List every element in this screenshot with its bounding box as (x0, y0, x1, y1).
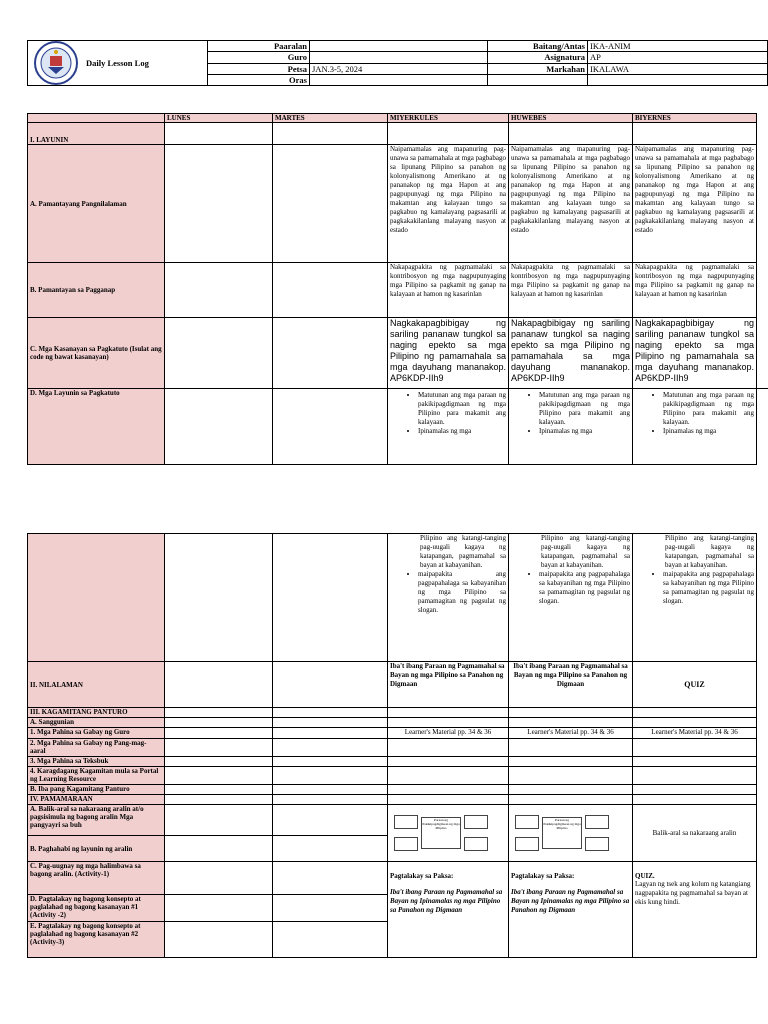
talakay-title: Pagtalakay sa Paksa: (390, 872, 454, 880)
day-lunes: LUNES (165, 114, 273, 123)
talakay-topic: Iba't ibang Paraan ng Pagmamahal sa Bayan ng Ipinamalas ng mga Pilipino sa Panahon ng Digmaan (390, 888, 503, 914)
objective-item: • Ipinamalas ng mga (539, 427, 630, 436)
field-value-markahan: IKALAWA (588, 63, 768, 74)
day-martes: MARTES (273, 114, 388, 123)
field-label-paaralan: Paaralan (208, 41, 310, 52)
objective-item-continued: Pilipino ang katangi-tanging pag-uugali kagaya ng katapangan, pagmamahal sa bayan at kabayanihan. (420, 534, 506, 569)
quiz-instructions: Lagyan ng tsek ang kolum ng katangiang nagpapakita ng pagmamahal sa bayan at ekis kung hindi. (635, 880, 751, 906)
objective-item: • maipapakita ang pagpapahalaga sa kabayanihan ng mga Pilipino sa pamamagitan ng pagsulat ng slogan. (663, 570, 754, 606)
layunin-cont-wed (388, 534, 509, 662)
layunin-cont-thu (509, 534, 633, 662)
row-label-gabay-mag-aaral: 2. Mga Pahina sa Gabay ng Pang-mag-aaral (28, 739, 165, 757)
kasanayan-thu: Nakapagbibigay ng sariling pananaw tungkol sa naging epekto sa mga Pilipino ng pamamahala sa mga dayuhang mananakop. AP6KDP-IIh9 (509, 318, 633, 389)
material-thu: Learner's Material pp. 34 & 36 (509, 728, 633, 739)
row-label-pamantayan-pagganap: B. Pamantayan sa Pagganap (28, 263, 165, 318)
section-kagamitan: III. KAGAMITANG PANTURO (28, 708, 165, 718)
objective-item: • Ipinamalas ng mga (663, 427, 754, 436)
row-label-pamantayang-pangnilalaman: A. Pamantayang Pangnilalaman (28, 145, 165, 263)
layunin-continued-label (28, 534, 165, 662)
field-value-oras (310, 74, 488, 85)
layunin-list-fri (633, 389, 757, 465)
row-label-pagtalakay-2: E. Pagtalakay ng bagong konsepto at paglalahad ng bagong kasanayan #2 (Activity-3) (28, 922, 165, 958)
pangnilalaman-fri: Naipamamalas ang mapanuring pag-unawa sa pamamahala at mga pagbabago sa lipunang Pilipino sa panahon ng kolonyalismong Amerikano at ng pananakop ng mga Hapon at ang pagpupunyagi ng mga Pilipino na makamtan ang kalayaan tungo sa pagkabuo ng kamalayang pagsasarili at pagkakakilanlang malayang nasyon at estado (633, 145, 757, 263)
field-value-paaralan (310, 41, 488, 52)
field-label-asignatura: Asignatura (488, 52, 588, 63)
row-label-paghahabi: B. Paghahabi ng layunin ng aralin (28, 836, 165, 862)
kasanayan-wed: Nagkakapagbibigay ng sariling pananaw tungkol sa naging epekto sa mga Pilipino ng pamamahala sa mga dayuhang mananakop. AP6KDP-IIh9 (388, 318, 509, 389)
talakay-topic: Iba't ibang Paraan ng Pagmamahal sa Bayan ng Ipinamalas ng mga Pilipino sa Panahon ng Digmaan (511, 888, 630, 914)
field-value-petsa: JAN.3-5, 2024 (310, 63, 488, 74)
row-label-balik-aral: A. Balik-aral sa nakaraang aralin at/o pagsisimula ng bagong aralin Mga pangyayri sa buh (28, 805, 165, 836)
field-value-guro (310, 52, 488, 63)
objective-item: • Matutunan ang mga paraan ng pakikipagdigmaan ng mga Pilipino para makamit ang kalayaan. (539, 391, 630, 427)
layunin-cont-fri (633, 534, 757, 662)
row-label-teksbuk: 3. Mga Pahina sa Teksbuk (28, 757, 165, 767)
objective-item-continued: Pilipino ang katangi-tanging pag-uugali kagaya ng katapangan, pagmamahal sa bayan at kabayanihan. (665, 534, 754, 569)
objective-item: • maipapakita ang pagpapahalaga sa kabayanihan ng mga Pilipino sa pamamagitan ng pagsulat ng slogan. (539, 570, 630, 606)
lesson-table-page-2 (27, 533, 768, 958)
field-label-guro: Guro (208, 52, 310, 63)
field-label-markahan: Markahan (488, 63, 588, 74)
objective-item: • maipapakita ang pagpapahalaga sa kabayanihan ng mga Pilipino sa pamamagitan ng pagsulat ng slogan. (418, 570, 506, 615)
field-label-baitang: Baitang/Antas (488, 41, 588, 52)
field-label-oras: Oras (208, 74, 310, 85)
layunin-list-wed (388, 389, 509, 465)
section-pamamaraan: IV. PAMAMARAAN (28, 795, 165, 805)
nilalaman-fri: QUIZ (633, 662, 757, 708)
flowchart-center-box: Paraan ng Pakikipagdigmaan ng mga Pilipino (542, 817, 582, 849)
pagganap-fri: Nakapagpakita ng pagmamalaki sa kontribosyon ng mga nagpupunyaging mga Pilipino sa pagkamit ng ganap na kalayaan at hamon ng kasarinlan (633, 263, 757, 318)
kasanayan-fri: Nagkakapagbibigay ng sariling pananaw tungkol sa naging epekto sa mga Pilipino ng pamamahala sa mga dayuhang mananakop. AP6KDP-IIh9 (633, 318, 757, 389)
field-value-baitang: IKA-ANIM (588, 41, 768, 52)
quiz-title: QUIZ. (635, 872, 655, 880)
deped-seal-icon (34, 41, 78, 85)
flowchart-wed (388, 805, 509, 862)
corner-cell (28, 114, 165, 123)
row-label-pagtalakay-1: D. Pagtalakay ng bagong konsepto at paglalahad ng bagong kasanayan #1 (Activity -2) (28, 895, 165, 922)
day-biyernes: BIYERNES (633, 114, 757, 123)
pagganap-thu: Nakapagpakita ng pagmamalaki sa kontribosyon ng mga nagpupunyaging mga Pilipino sa pagkamit ng ganap na kalayaan at hamon ng kasarinlan (509, 263, 633, 318)
row-label-layunin-pagkatuto: D. Mga Layunin sa Pagkatuto (28, 389, 165, 465)
objective-item: • Matutunan ang mga paraan ng pakikipagdigmaan ng mga Pilipino para makamit ang kalayaan. (663, 391, 754, 427)
objective-item: • Ipinamalas ng mga (418, 427, 506, 436)
layunin-list-thu (509, 389, 633, 465)
header-table (27, 40, 768, 86)
row-label-karagdagang-kagamitan: 4. Karagdagang Kagamitan mula sa Portal ng Learning Resource (28, 767, 165, 785)
talakay-thu (509, 862, 633, 958)
row-label-iba-pang-kagamitan: B. Iba pang Kagamitang Panturo (28, 785, 165, 795)
quiz-fri (633, 862, 757, 958)
row-label-pag-uugnay: C. Pag-uugnay ng mga halimbawa sa bagong aralin. (Activity-1) (28, 862, 165, 895)
empty-cell (488, 74, 588, 85)
talakay-title: Pagtalakay sa Paksa: (511, 872, 575, 880)
section-nilalaman: II. NILALAMAN (28, 662, 165, 708)
objective-item-continued: Pilipino ang katangi-tanging pag-uugali kagaya ng katapangan, pagmamahal sa bayan at kabayanihan. (541, 534, 630, 569)
header-logo-cell (28, 41, 208, 86)
day-huwebes: HUWEBES (509, 114, 633, 123)
talakay-wed (388, 862, 509, 958)
flowchart-center-box: Paraan ng Pakikipagdigmaan ng mga Pilipino (421, 817, 461, 849)
field-label-petsa: Petsa (208, 63, 310, 74)
material-fri: Learner's Material pp. 34 & 36 (633, 728, 757, 739)
pangnilalaman-thu: Naipamamalas ang mapanuring pag-unawa sa pamamahala at mga pagbabago sa lipunang Pilipino sa panahon ng kolonyalismong Amerikano at ng pananakop ng mga Hapon at ang pagpupunyagi ng mga Pilipino na makamtan ang kalayaan tungo sa pagkabuo ng kamalayang pagsasarili at pagkakakilanlang malayang nasyon at estado (509, 145, 633, 263)
pagganap-wed: Nakapagpakita ng pagmamalaki sa kontribosyon ng mga nagpupunyaging mga Pilipino sa pagkamit ng ganap na kalayaan at hamon ng kasarinlan (388, 263, 509, 318)
pangnilalaman-wed: Naipamamalas ang mapanuring pag-unawa sa pamamahala at mga pagbabago sa lipunang Pilipino sa panahon ng kolonyalismong Amerikano at ng pananakop ng mga Hapon at ang pagpupunyagi ng mga Pilipino na makamtan ang kalayaan tungo sa pagkabuo ng kamalayang pagsasarili at pagkakakilanlang malayang nasyon at estado (388, 145, 509, 263)
field-value-asignatura: AP (588, 52, 768, 63)
day-miyerkules: MIYERKULES (388, 114, 509, 123)
objective-item: • Matutunan ang mga paraan ng pakikipagdigmaan ng mga Pilipino para makamit ang kalayaan. (418, 391, 506, 427)
nilalaman-wed: Iba't ibang Paraan ng Pagmamahal sa Bayan ng mga Pilipino sa Panahon ng Digmaan (388, 662, 509, 708)
document-title: Daily Lesson Log (86, 58, 149, 68)
flowchart-thu (509, 805, 633, 862)
material-wed: Learner's Material pp. 34 & 36 (388, 728, 509, 739)
lesson-table-page-1 (27, 113, 768, 465)
empty-cell (588, 74, 768, 85)
row-label-gabay-guro: 1. Mga Pahina sa Gabay ng Guro (28, 728, 165, 739)
balik-aral-fri: Balik-aral sa nakaraang aralin (633, 805, 757, 862)
row-label-sanggunian: A. Sanggunian (28, 718, 165, 728)
nilalaman-thu: Iba't ibang Paraan ng Pagmamahal sa Bayan ng mga Pilipino sa Panahon ng Digmaan (509, 662, 633, 708)
row-label-kasanayan: C. Mga Kasanayan sa Pagkatuto (Isulat ang code ng bawat kasanayan) (28, 318, 165, 389)
section-layunin: I. LAYUNIN (28, 123, 165, 145)
